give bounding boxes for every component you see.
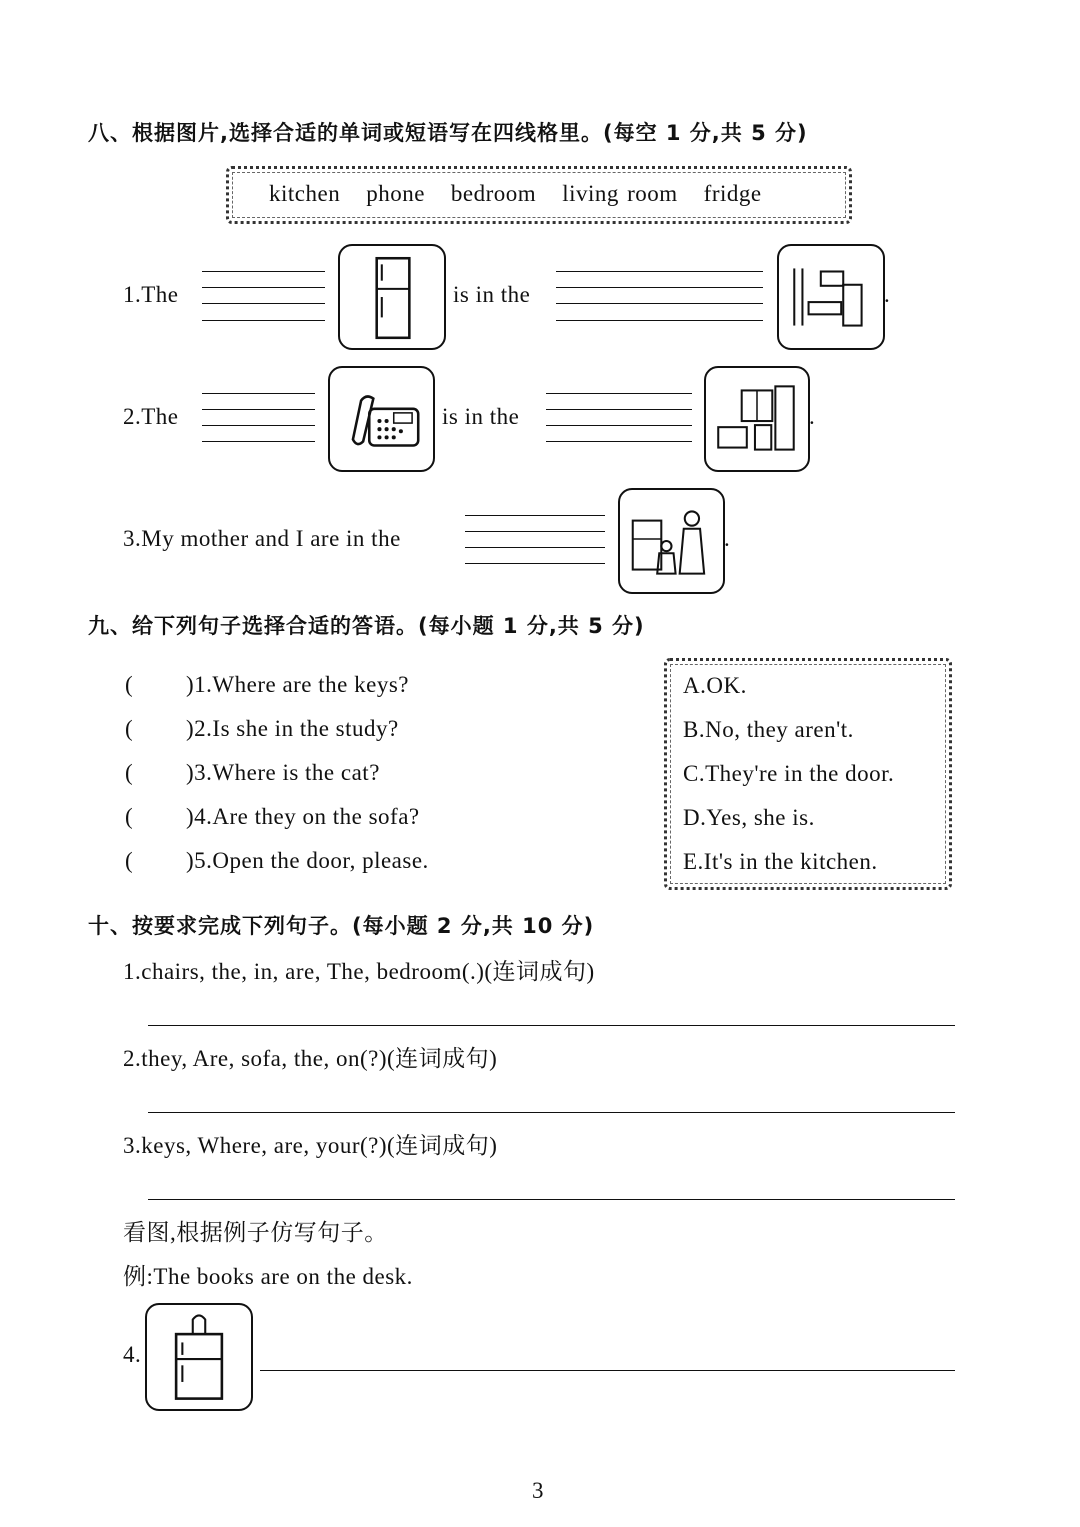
question-5: )5.Open the door, please. [186,848,429,873]
example-sentence: 例:The books are on the desk. [123,1264,413,1289]
section-8-heading: 八、根据图片,选择合适的单词或短语写在四线格里。(每空 1 分,共 5 分) [88,121,808,145]
answer-line-1[interactable] [148,1025,955,1026]
question-4-bracket[interactable]: ( [125,804,134,829]
item-2-end: . [809,404,816,429]
option-a: A.OK. [683,673,747,698]
answer-grid-1b[interactable] [556,271,763,320]
option-e: E.It's in the kitchen. [683,849,878,874]
fridge-picture [338,244,446,350]
picture-instruction: 看图,根据例子仿写句子。 [123,1220,388,1245]
question-2: )2.Is she in the study? [186,716,399,741]
study-room-picture [704,366,810,472]
answer-line-2[interactable] [148,1112,955,1113]
item-4-number: 4. [123,1342,142,1367]
question-5-bracket[interactable]: ( [125,848,134,873]
option-c: C.They're in the door. [683,761,895,786]
word-bank-box [226,166,852,224]
fridge-with-bag-picture [145,1303,253,1411]
rearrange-item-3: 3.keys, Where, are, your(?)(连词成句) [123,1133,498,1158]
question-4: )4.Are they on the sofa? [186,804,420,829]
item-1-middle: is in the [453,282,531,307]
question-1-bracket[interactable]: ( [125,672,134,697]
option-b: B.No, they aren't. [683,717,854,742]
answer-line-4[interactable] [260,1370,955,1371]
answer-grid-2b[interactable] [546,393,692,441]
question-2-bracket[interactable]: ( [125,716,134,741]
phone-picture [328,366,435,472]
question-3: )3.Where is the cat? [186,760,380,785]
kitchen-mother-picture [618,488,725,594]
answer-options-box [664,658,952,890]
item-1-end: . [884,282,891,307]
rearrange-item-2: 2.they, Are, sofa, the, on(?)(连词成句) [123,1046,498,1071]
word-bedroom: bedroom [450,181,537,206]
option-d: D.Yes, she is. [683,805,815,830]
section-10-heading: 十、按要求完成下列句子。(每小题 2 分,共 10 分) [88,914,595,938]
item-2-middle: is in the [442,404,520,429]
word-bank [269,181,762,207]
word-phone: phone [366,181,425,206]
answer-grid-3[interactable] [465,515,605,563]
item-3-end: . [724,526,731,551]
page-number: 3 [532,1478,544,1503]
question-3-bracket[interactable]: ( [125,760,134,785]
answer-grid-2a[interactable] [202,393,315,441]
rearrange-item-1: 1.chairs, the, in, are, The, bedroom(.)(连词成句) [123,959,595,984]
item-1-prefix: 1.The [123,282,179,307]
word-kitchen: kitchen [269,181,341,206]
word-fridge: fridge [703,181,762,206]
answer-grid-1a[interactable] [202,271,325,320]
section-9-heading: 九、给下列句子选择合适的答语。(每小题 1 分,共 5 分) [88,614,645,638]
item-3-prefix: 3.My mother and I are in the [123,526,401,551]
question-1: )1.Where are the keys? [186,672,409,697]
word-living-room: living room [562,181,678,206]
answer-line-3[interactable] [148,1199,955,1200]
kitchen-picture [777,244,885,350]
item-2-prefix: 2.The [123,404,179,429]
